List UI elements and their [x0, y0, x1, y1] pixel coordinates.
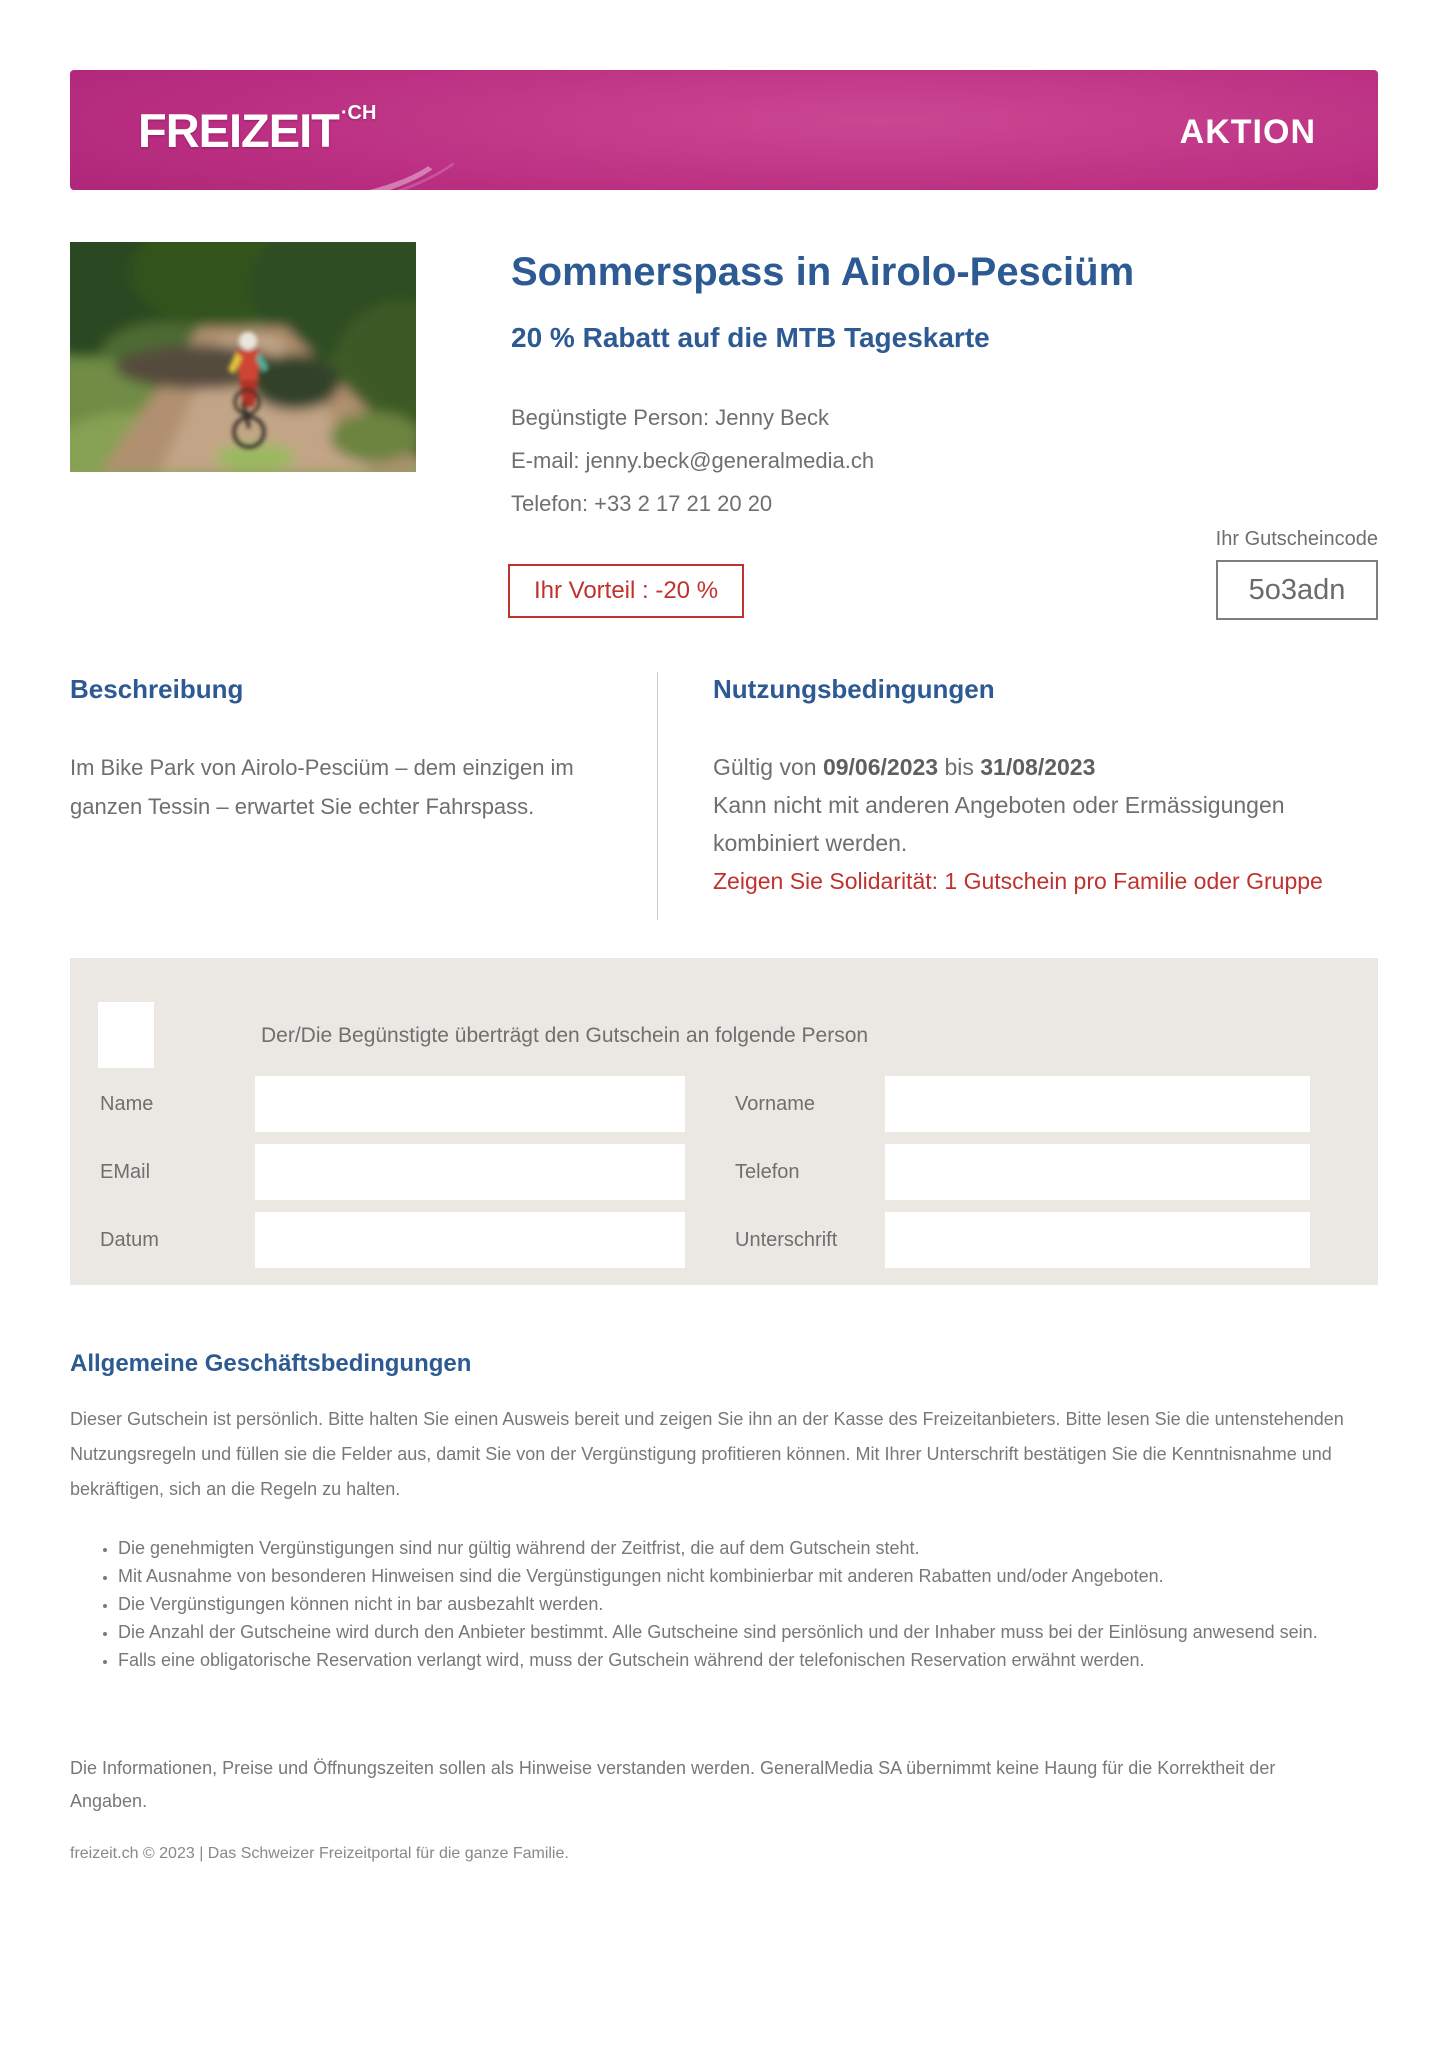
agb-rule: • Die Vergünstigungen können nicht in bar ausbezahlt werden. — [118, 1590, 1390, 1618]
mtb-rider-photo — [70, 242, 416, 472]
beneficiary-name: Begünstigte Person: Jenny Beck — [511, 405, 829, 430]
solidarity-note: Zeigen Sie Solidarität: 1 Gutschein pro Familie oder Gruppe — [713, 868, 1323, 894]
validity-line: Gültig von 09/06/2023 bis 31/08/2023 — [713, 754, 1096, 780]
beneficiary-details — [511, 396, 1191, 525]
agb-rules-list — [70, 1534, 1390, 1674]
transfer-checkbox[interactable] — [98, 1002, 154, 1068]
valid-to-date: 31/08/2023 — [980, 754, 1096, 780]
agb-disclaimer: Die Informationen, Preise und Öffnungszeiten sollen als Hinweise verstanden werden. GeneralMedia SA übernimmt keine Haung für die Korrektheit der Angaben. — [70, 1758, 1276, 1811]
column-divider — [657, 672, 658, 920]
valid-from-date: 09/06/2023 — [822, 754, 939, 780]
telefon-label: Telefon — [735, 1160, 800, 1183]
freizeit-logo-text: FREIZEIT — [138, 104, 339, 157]
datum-input[interactable] — [255, 1212, 685, 1268]
vorname-label: Vorname — [735, 1092, 816, 1115]
name-label: Name — [100, 1092, 154, 1115]
transfer-form-panel — [70, 958, 1378, 1285]
terms-heading: Nutzungsbedingungen — [713, 674, 995, 704]
aktion-badge: AKTION — [1179, 113, 1316, 151]
unterschrift-label: Unterschrift — [735, 1228, 838, 1251]
voucher-code-label: Ihr Gutscheincode — [1215, 528, 1378, 550]
transfer-instruction: Der/Die Begünstigte überträgt den Gutschein an folgende Person — [261, 1024, 869, 1047]
email-input[interactable] — [255, 1144, 685, 1200]
agb-intro: Dieser Gutschein ist persönlich. Bitte halten Sie einen Ausweis bereit und zeigen Sie ihn an der Kasse des Freizeitanbieters. Bitte lesen Sie die untenstehenden Nutzungsregeln und füllen sie die Felder aus, damit Sie von der Vergünstigung profitieren können. Mit Ihrer Unterschrift bestätigen Sie die Kenntnisnahme und bekräftigen, sich an die Regeln zu halten. — [70, 1409, 1344, 1499]
freizeit-logo-tld: ·CH — [340, 102, 377, 124]
agb-rule: • Mit Ausnahme von besonderen Hinweisen sind die Vergünstigungen nicht kombinierbar mit anderen Rabatten und/oder Angeboten. — [118, 1562, 1390, 1590]
vorname-input[interactable] — [885, 1076, 1310, 1132]
offer-subtitle: 20 % Rabatt auf die MTB Tageskarte — [511, 322, 990, 353]
unterschrift-input[interactable] — [885, 1212, 1310, 1268]
advantage-text: Ihr Vorteil : -20 % — [533, 577, 719, 604]
telefon-input[interactable] — [885, 1144, 1310, 1200]
agb-rule: • Falls eine obligatorische Reservation verlangt wird, muss der Gutschein während der telefonischen Reservation erwähnt werden. — [118, 1646, 1390, 1674]
email-label: EMail — [100, 1160, 151, 1183]
description-heading: Beschreibung — [70, 674, 244, 704]
header-banner — [70, 70, 1378, 190]
offer-title: Sommerspass in Airolo-Pesciüm — [511, 250, 1135, 294]
agb-rule: • Die Anzahl der Gutscheine wird durch den Anbieter bestimmt. Alle Gutscheine sind persönlich und der Inhaber muss bei der Einlösung anwesend sein. — [118, 1618, 1390, 1646]
description-text: Im Bike Park von Airolo-Pesciüm – dem einzigen im ganzen Tessin – erwartet Sie echter Fahrspass. — [70, 755, 574, 819]
agb-heading: Allgemeine Geschäftsbedingungen — [70, 1350, 472, 1377]
voucher-code: 5o3adn — [1248, 573, 1346, 606]
terms-text — [713, 748, 1378, 862]
name-input[interactable] — [255, 1076, 685, 1132]
voucher-code-box — [1216, 560, 1378, 620]
beneficiary-phone: Telefon: +33 2 17 21 20 20 — [511, 491, 773, 516]
datum-label: Datum — [100, 1228, 159, 1251]
transfer-form-grid — [100, 1076, 1310, 1268]
agb-rule: • Die genehmigten Vergünstigungen sind nur gültig während der Zeitfrist, die auf dem Gutschein steht. — [118, 1534, 1390, 1562]
beneficiary-email: E-mail: jenny.beck@generalmedia.ch — [511, 448, 875, 473]
footer-text: freizeit.ch © 2023 | Das Schweizer Freizeitportal für die ganze Familie. — [70, 1845, 569, 1862]
advantage-badge — [508, 564, 744, 618]
restriction-line: Kann nicht mit anderen Angeboten oder Ermässigungen kombiniert werden. — [713, 792, 1285, 856]
